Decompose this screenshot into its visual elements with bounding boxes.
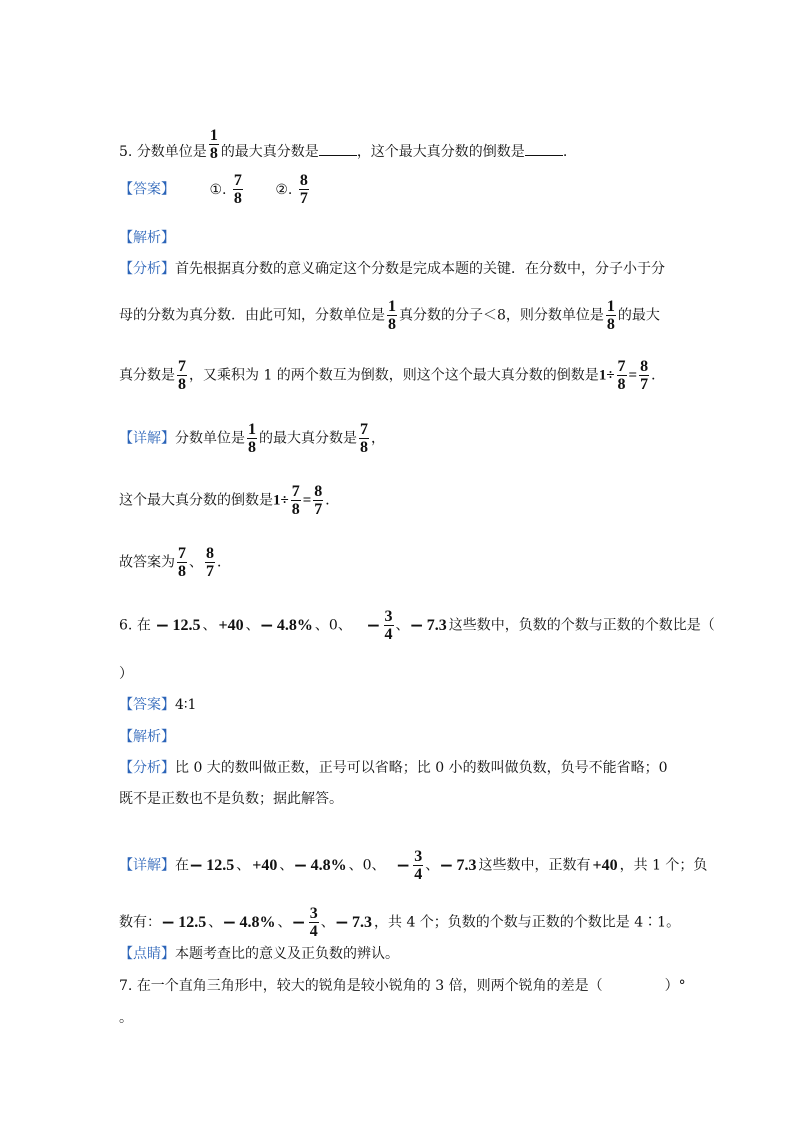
number-value: 12.5 [172, 616, 201, 634]
text-span: ，这个最大真分数的倒数是 [356, 144, 525, 160]
number-value: 12.5 [178, 913, 207, 931]
fraction-numerator: 8 [299, 172, 308, 189]
answer-6 [119, 695, 196, 715]
minus-sign: − [366, 615, 381, 636]
analysis-tag: 【分析】 [119, 760, 175, 776]
text-span: 本题考查比的意义及正负数的辨认。 [175, 946, 399, 962]
text-span: 母的分数为真分数．由此可知，分数单位是 [119, 307, 385, 324]
fraction [299, 172, 309, 207]
number-value: 0 [362, 857, 372, 874]
fraction: $\frac{7}{8}$ [360, 421, 368, 456]
text-span: 比 0 大的数叫做正数，正号可以省略；比 0 小的数叫做负数，负号不能省略；0 [175, 760, 668, 776]
number-value: 7.3 [456, 856, 477, 874]
question-6-line-1 [119, 608, 715, 643]
text-span: 分数单位是 [175, 430, 245, 447]
fraction: $\frac{7}{8}$ [291, 483, 300, 518]
text-span: ． [651, 367, 666, 384]
fraction [384, 608, 394, 643]
minus-sign: − [334, 912, 349, 933]
number-value: 7.3 [426, 616, 447, 634]
math-text: 1÷ [598, 367, 615, 384]
text-span: ． [325, 492, 340, 509]
minus-sign: − [439, 855, 454, 876]
analysis-5-line-1 [119, 259, 665, 279]
number-value: 7.3 [352, 913, 372, 931]
fraction: $\frac{7}{8}$ [178, 545, 186, 580]
minus-sign: − [409, 615, 424, 636]
analysis-tag: 【分析】 [119, 261, 175, 277]
dianjing-6 [119, 944, 399, 964]
detail-5-line-3 [119, 545, 231, 580]
number-value: 4.8% [239, 913, 276, 931]
question-6-line-2: ） [119, 666, 133, 682]
text-span: 在一个直角三角形中，较大的锐角是较小锐角的 3 倍，则两个锐角的差是（ [136, 978, 603, 994]
text-span: . [562, 144, 568, 160]
minus-sign: − [222, 912, 237, 933]
fraction: $\frac{8}{7}$ [206, 545, 214, 580]
question-7-trail: 。 [119, 1010, 133, 1026]
fraction-numerator: 3 [384, 608, 393, 625]
detail-tag: 【详解】 [119, 857, 175, 874]
number-value: +40 [592, 856, 618, 874]
text-span: 的最大 [617, 307, 660, 324]
detail-5-line-1 [119, 421, 385, 456]
separator: 、 [202, 617, 217, 634]
detail-6-line-2 [119, 905, 680, 940]
text-span: ，共 1 个；负 [619, 857, 708, 874]
analysis-6-line-1 [119, 758, 668, 778]
separator: 、 [371, 857, 386, 874]
fraction: $\frac{3}{4}$ [414, 848, 423, 883]
fraction: $\frac{7}{8}$ [178, 358, 186, 393]
separator: 、 [314, 617, 329, 634]
separator: 、 [348, 857, 363, 874]
detail-5-line-2 [119, 483, 339, 518]
answer-blank[interactable] [525, 143, 563, 156]
marker-1: ①. [209, 181, 227, 198]
fraction-numerator: 7 [233, 172, 242, 189]
answer-blank[interactable] [319, 143, 357, 156]
analysis-heading-6: 【解析】 [119, 729, 175, 745]
text-span: 真分数是 [119, 367, 175, 384]
separator: 、 [320, 914, 335, 931]
math-text: 1÷ [273, 492, 289, 509]
answer-tag: 【答案】 [119, 697, 175, 713]
analysis-heading-5: 【解析】 [119, 230, 175, 246]
question-number: 5. [119, 144, 133, 160]
minus-sign: − [259, 615, 274, 636]
analysis-5-line-2 [119, 298, 660, 333]
fraction: $\frac{1}{8}$ [388, 298, 396, 333]
number-value: +40 [252, 856, 278, 874]
minus-sign: − [396, 855, 411, 876]
minus-sign: − [291, 912, 306, 933]
question-5 [119, 127, 567, 162]
detail-tag: 【详解】 [119, 430, 175, 447]
number-value: 4.8% [276, 616, 313, 634]
text-span: 、 [189, 554, 203, 571]
text-span: ，共 4 个；负数的个数与正数的个数比是 4∶1。 [374, 914, 681, 931]
text-span: 的最大真分数是 [259, 430, 357, 447]
dianjing-tag: 【点睛】 [119, 946, 175, 962]
fraction: $\frac{1}{8}$ [606, 298, 615, 333]
marker-2: ②. [275, 181, 293, 198]
separator: 、 [395, 617, 410, 634]
fraction [233, 172, 243, 207]
fraction-numerator: 1 [209, 127, 218, 144]
equals-sign: = [628, 367, 638, 384]
question-number: 6. [119, 617, 133, 634]
answer-5 [119, 172, 311, 207]
text-span: 首先根据真分数的意义确定这个分数是完成本题的关键．在分数中，分子小于分 [175, 261, 665, 277]
separator: 、 [425, 857, 440, 874]
number-value: +40 [218, 616, 244, 634]
fraction-denominator: 8 [209, 145, 218, 162]
fraction-denominator: 4 [384, 626, 393, 643]
minus-sign: − [155, 615, 170, 636]
separator: 、 [337, 617, 352, 634]
text-span: 真分数的分子＜8，则分数单位是 [399, 307, 604, 324]
separator: 、 [277, 914, 292, 931]
fraction: $\frac{1}{8}$ [248, 421, 256, 456]
separator: 、 [208, 914, 223, 931]
separator: 、 [236, 857, 251, 874]
separator: 、 [245, 617, 260, 634]
text-span: ）° [664, 978, 686, 994]
fraction-denominator: 7 [299, 190, 308, 207]
analysis-5-line-3 [119, 358, 665, 393]
text-span: 数有： [119, 914, 161, 931]
analysis-6-line-2: 既不是正数也不是负数；据此解答。 [119, 791, 343, 807]
fraction [209, 127, 219, 162]
number-value: 4.8% [310, 856, 347, 874]
text-span: ， [371, 430, 385, 447]
text-span: 在 [136, 617, 151, 634]
text-span: 这些数中，负数的个数与正数的个数比是（ [448, 617, 715, 634]
text-span: 这个最大真分数的倒数是 [119, 492, 273, 509]
fraction-denominator: 8 [233, 190, 242, 207]
question-number: 7. [119, 978, 133, 994]
minus-sign: − [293, 855, 308, 876]
number-value: 0 [328, 617, 338, 634]
number-value: 12.5 [206, 856, 235, 874]
text-span: 故答案为 [119, 554, 175, 571]
separator: 、 [279, 857, 294, 874]
text-span: 这些数中，正数有 [478, 857, 591, 874]
minus-sign: − [161, 912, 176, 933]
minus-sign: − [189, 855, 204, 876]
fraction: $\frac{8}{7}$ [314, 483, 323, 518]
text-span: 的最大真分数是 [220, 144, 319, 160]
fraction: $\frac{3}{4}$ [309, 905, 318, 940]
text-span: ． [217, 554, 231, 571]
detail-6-line-1 [119, 848, 707, 883]
question-7 [119, 976, 686, 996]
answer-tag: 【答案】 [119, 181, 175, 198]
equals-sign: = [302, 492, 312, 509]
text-span: 在 [175, 857, 189, 874]
fraction: $\frac{7}{8}$ [617, 358, 626, 393]
fraction: $\frac{8}{7}$ [640, 358, 649, 393]
text-span: ，又乘积为 1 的两个数互为倒数，则这个这个最大真分数的倒数是 [189, 367, 599, 384]
text-span: 分数单位是 [136, 144, 207, 160]
answer-value: 4∶1 [175, 697, 197, 713]
